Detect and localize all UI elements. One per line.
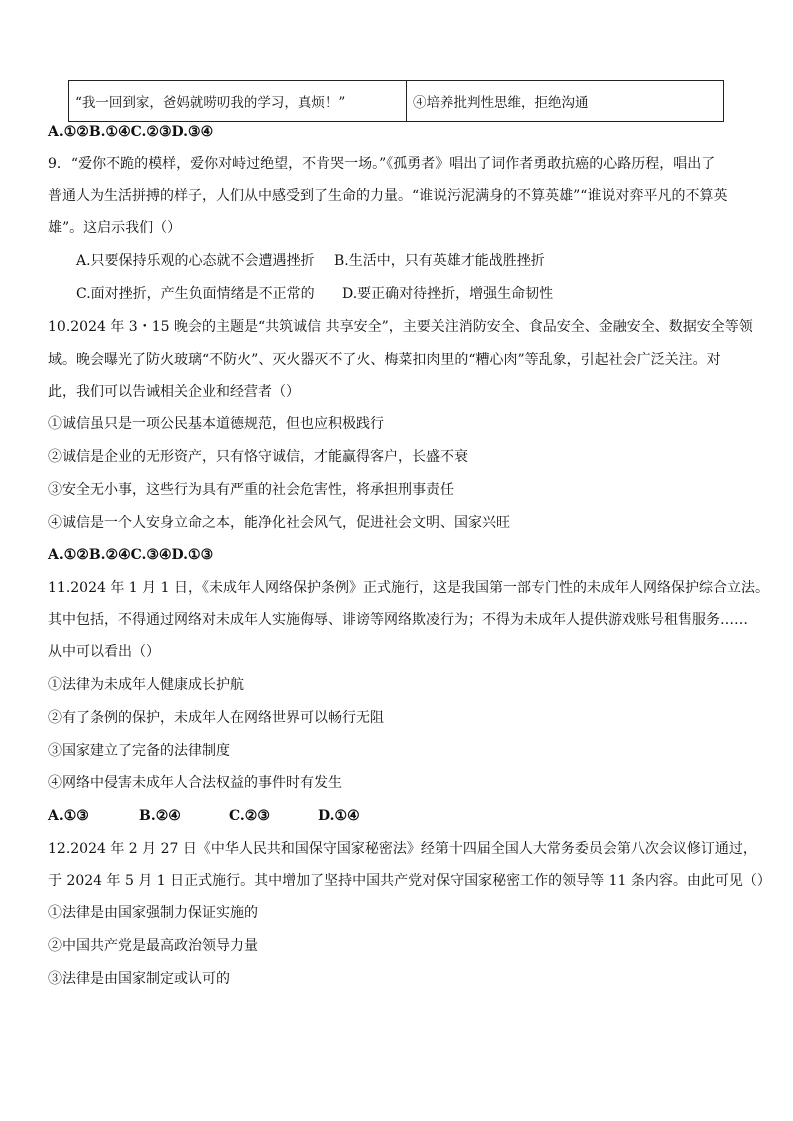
q10-answer-options: A.①②B.②④C.③④D.①③	[48, 547, 214, 563]
q12-stem-line1: 12.2024 年 2 月 27 日《中华人民共和国保守国家秘密法》经第十四届全国人大常务委员会第八次会议修订通过，	[48, 841, 757, 857]
q11-option-d: D.①④	[318, 808, 360, 824]
q11-stem-line2: 其中包括，不得通过网络对未成年人实施侮辱、诽谤等网络欺凌行为；不得为未成年人提供游戏账号租售服务……	[48, 612, 748, 628]
q11-option-b: B.②④	[139, 808, 181, 824]
q12-item-1: ①法律是由国家强制力保证实施的	[48, 905, 258, 921]
q11-stem-line1: 11.2024 年 1 月 1 日，《未成年人网络保护条例》正式施行，这是我国第一部专门性的未成年人网络保护综合立法。	[48, 580, 769, 596]
q10-item-2: ②诚信是企业的无形资产，只有恪守诚信，才能赢得客户，长盛不衰	[48, 449, 468, 465]
q9-option-d: D.要正确对待挫折，增强生命韧性	[342, 286, 554, 302]
table-cell-left: “我一回到家，爸妈就唠叨我的学习，真烦！”	[69, 81, 407, 121]
q11-stem-line3: 从中可以看出（）	[48, 644, 160, 660]
option-table	[68, 80, 724, 122]
q10-item-4: ④诚信是一个人安身立命之本，能净化社会风气，促进社会文明、国家兴旺	[48, 515, 510, 531]
q11-item-3: ③国家建立了完备的法律制度	[48, 743, 230, 759]
q9-stem-line1: 9．“爱你不跪的模样，爱你对峙过绝望，不肯哭一场。”《孤勇者》唱出了词作者勇敢抗癌的心路历程，唱出了	[48, 156, 716, 172]
q12-stem-line2: 于 2024 年 5 月 1 日正式施行。其中增加了坚持中国共产党对保守国家秘密工作的领导等 11 条内容。由此可见（）	[48, 873, 771, 889]
table-cell-right: ④培养批判性思维，拒绝沟通	[413, 95, 589, 111]
q11-item-2: ②有了条例的保护，未成年人在网络世界可以畅行无阻	[48, 710, 384, 726]
q11-option-c: C.②③	[229, 808, 270, 824]
q10-item-3: ③安全无小事，这些行为具有严重的社会危害性，将承担刑事责任	[48, 482, 454, 498]
q12-item-2: ②中国共产党是最高政治领导力量	[48, 938, 258, 954]
q12-item-3: ③法律是由国家制定或认可的	[48, 971, 230, 987]
q11-option-a: A.①③	[48, 808, 89, 824]
q10-stem-line2: 域。晚会曝光了防火玻璃“不防火”、灭火器灭不了火、梅菜扣肉里的“糟心肉”等乱象，引起社会广泛关注。对	[48, 352, 721, 368]
q10-stem-line1: 10.2024 年 3・15 晚会的主题是“共筑诚信 共享安全”，主要关注消防安全、食品安全、金融安全、数据安全等领	[48, 319, 753, 335]
q9-stem-line2: 普通人为生活拼搏的样子，人们从中感受到了生命的力量。“谁说污泥满身的不算英雄”“谁说对弈平凡的不算英	[48, 188, 728, 204]
q8-answer-options: A.①②B.①④C.②③D.③④	[48, 124, 214, 140]
q9-option-a: A.只要保持乐观的心态就不会遭遇挫折	[76, 253, 315, 269]
q11-item-4: ④网络中侵害未成年人合法权益的事件时有发生	[48, 775, 342, 791]
q9-option-b: B.生活中，只有英雄才能战胜挫折	[334, 253, 545, 269]
q11-item-1: ①法律为未成年人健康成长护航	[48, 677, 244, 693]
q10-item-1: ①诚信虽只是一项公民基本道德规范，但也应积极践行	[48, 416, 384, 432]
q10-stem-line3: 此，我们可以告诫相关企业和经营者（）	[48, 384, 300, 400]
q9-option-c: C.面对挫折，产生负面情绪是不正常的	[76, 286, 315, 302]
q9-stem-line3: 雄”。这启示我们（）	[48, 220, 182, 236]
